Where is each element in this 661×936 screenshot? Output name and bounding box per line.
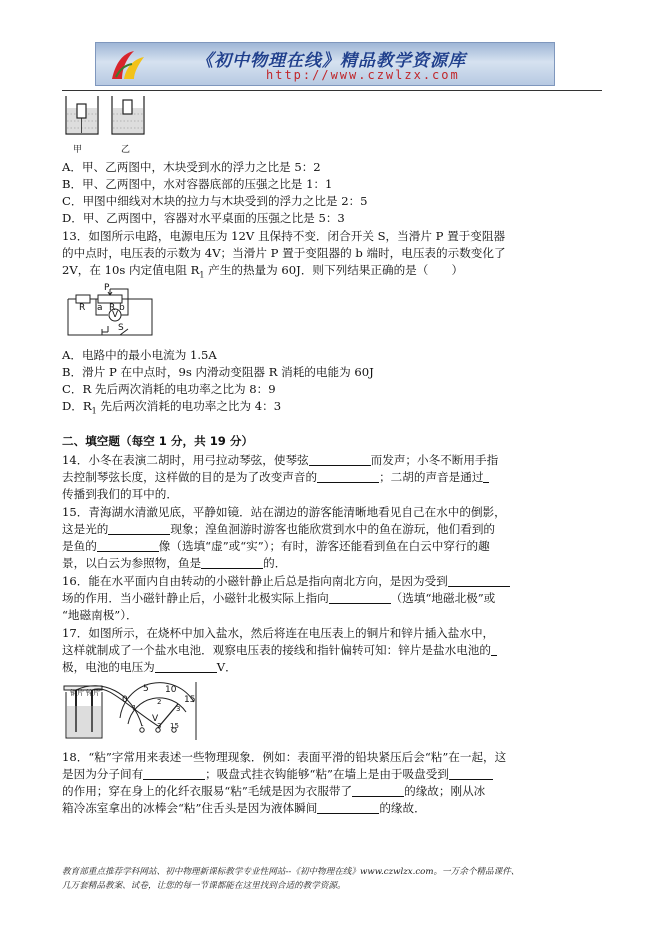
q15-blank-1[interactable]: [108, 522, 170, 535]
q17-blank-2[interactable]: [155, 660, 217, 673]
circuit-label-p: P: [104, 283, 110, 293]
meter-scale-3: 3: [176, 705, 181, 713]
q18-line-4: 箱冷冻室拿出的冰棒会“粘”住舌头是因为液体瞬间 的缘故．: [62, 801, 426, 815]
q18-blank-3[interactable]: [352, 784, 404, 797]
meter-scale-0: 0: [122, 695, 128, 705]
meter-scale-15: 15: [184, 695, 196, 705]
q17-line-3: 极，电池的电压为 V．: [62, 660, 237, 674]
circuit-diagram: [62, 285, 158, 341]
banner-title: 《初中物理在线》精品教学资源库: [196, 51, 466, 71]
footer-line-1: 教育部重点推荐学科网站、初中物理新课标教学专业性网站--《初中物理在线》www.czwlzx.com。一万余个精品课件、: [62, 867, 520, 877]
q14-line-1: 14．小冬在表演二胡时，用弓拉动琴弦，使琴弦 而发声；小冬不断用手指: [62, 453, 499, 467]
beaker-figure: [62, 94, 152, 138]
meter-scale-1: 1: [132, 704, 137, 712]
q16-blank-2[interactable]: [329, 591, 391, 604]
section-heading-fill-blank: 二、填空题（每空 1 分，共 19 分）: [62, 434, 254, 448]
q16-line-1: 16．能在水平面内自由转动的小磁针静止后总是指向南北方向，是因为受到: [62, 573, 510, 590]
circuit-label-b: b: [119, 303, 125, 313]
q18-blank-1[interactable]: [143, 767, 205, 780]
q16-line-3: “地磁南极”）．: [62, 608, 138, 622]
meter-scale-2: 2: [157, 698, 162, 706]
q13-option-a: A．电路中的最小电流为 1.5A: [62, 348, 217, 362]
meter-scale-5: 5: [143, 684, 149, 694]
q17-blank-1[interactable]: [491, 643, 497, 656]
circuit-label-r1: R: [79, 303, 86, 313]
circuit-label-s: S: [118, 323, 124, 333]
q15-line-4: 景，以白云为参照物，鱼是 的．: [62, 556, 287, 570]
q18-line-1: 18．“粘”字常用来表述一些物理现象．例如：表面平滑的铅块紧压后会“粘”在一起，这: [62, 750, 507, 764]
q17-line-2: 这样就制成了一个盐水电池．观察电压表的接线和指针偏转可知：锌片是盐水电池的: [62, 642, 497, 659]
q13-option-c: C．R 先后两次消耗的电功率之比为 8：9: [62, 382, 276, 396]
q15-line-1: 15．青海湖水清澈见底，平静如镜．站在湖边的游客能清晰地看见自己在水中的倒影，: [62, 505, 506, 519]
meter-terminal-15: 15: [170, 722, 179, 730]
banner-url[interactable]: http://www.czwlzx.com: [266, 68, 460, 82]
q12-option-c: C．甲图中细线对木块的拉力与木块受到的浮力之比是 2：5: [62, 194, 368, 208]
q16-line-2: 场的作用．当小磁针静止后，小磁针北极实际上指向 （选填“地磁北极”或: [62, 591, 496, 605]
meter-terminal-3: 3: [157, 722, 162, 730]
footer-line-2: 几万套精品教案、试卷，让您的每一节课都能在这里找到合适的教学资源。: [62, 881, 346, 891]
q18-line-2: 是因为分子间有 ；吸盘式挂衣钩能够“粘”在墙上是由于吸盘受到: [62, 766, 493, 783]
q12-option-b: B．甲、乙两图中，水对容器底部的压强之比是 1：1: [62, 177, 333, 191]
circuit-label-a: a: [97, 303, 103, 313]
q15-line-2: 这是光的 现象；湟鱼洄游时游客也能欣赏到水中的鱼在游玩，他们看到的: [62, 522, 496, 536]
meter-scale-10: 10: [165, 685, 177, 695]
q14-blank-3[interactable]: [483, 470, 489, 483]
q15-line-3: 是鱼的 像（选填“虚”或“实”）；有时，游客还能看到鱼在白云中穿行的趣: [62, 539, 490, 553]
circuit-label-v: V: [112, 310, 119, 320]
beaker-label-yi: 乙: [121, 145, 131, 155]
q13-option-b: B．滑片 P 在中点时，9s 内滑动变阻器 R 消耗的电能为 60J: [62, 365, 374, 379]
circuit-label-rr: R: [109, 303, 116, 313]
q12-option-d: D．甲、乙两图中，容器对水平桌面的压强之比是 5：3: [62, 211, 345, 225]
meter-terminal-neg: -: [141, 722, 144, 730]
beaker-label-jia: 甲: [73, 145, 83, 155]
battery-label-zinc: 锌片: [86, 689, 100, 697]
q13-line-2: 的中点时，电压表的示数为 4V；当滑片 P 置于变阻器的 b 端时，电压表的示数变化了: [62, 246, 506, 260]
q18-line-3: 的作用；穿在身上的化纤衣服易“粘”毛绒是因为衣服带了 的缘故；刚从冰: [62, 784, 486, 798]
q13-line-3: 2V，在 10s 内定值电阻 $R_1$ 产生的热量为 60J．则下列结果正确的是（ ）: [62, 263, 464, 280]
header-banner: [95, 42, 555, 86]
battery-label-copper: 铜片: [70, 689, 84, 697]
q13-line-1: 13．如图所示电路，电源电压为 12V 且保持不变．闭合开关 S，当滑片 P 置于变阻器: [62, 229, 506, 243]
q14-line-2: 去控制琴弦长度，这样做的目的是为了改变声音的 ；二胡的声音是通过: [62, 469, 489, 486]
q18-blank-2[interactable]: [449, 767, 493, 780]
q18-blank-4[interactable]: [317, 801, 379, 814]
q15-blank-2[interactable]: [97, 539, 159, 552]
q15-blank-3[interactable]: [201, 556, 263, 569]
q14-blank-2[interactable]: [317, 470, 379, 483]
q12-option-a: A．甲、乙两图中，木块受到水的浮力之比是 5：2: [62, 160, 321, 174]
site-logo-icon: [108, 47, 148, 83]
q17-line-1: 17．如图所示，在烧杯中加入盐水，然后将连在电压表上的铜片和锌片插入盐水中，: [62, 626, 495, 640]
header-rule: [62, 90, 602, 91]
q16-blank-1[interactable]: [448, 574, 510, 587]
q14-blank-1[interactable]: [309, 453, 371, 466]
q14-line-3: 传播到我们的耳中的．: [62, 487, 178, 501]
q13-option-d: D．$R_1$ 先后两次消耗的电功率之比为 4：3: [62, 399, 282, 416]
meter-unit-v: V: [152, 714, 159, 724]
